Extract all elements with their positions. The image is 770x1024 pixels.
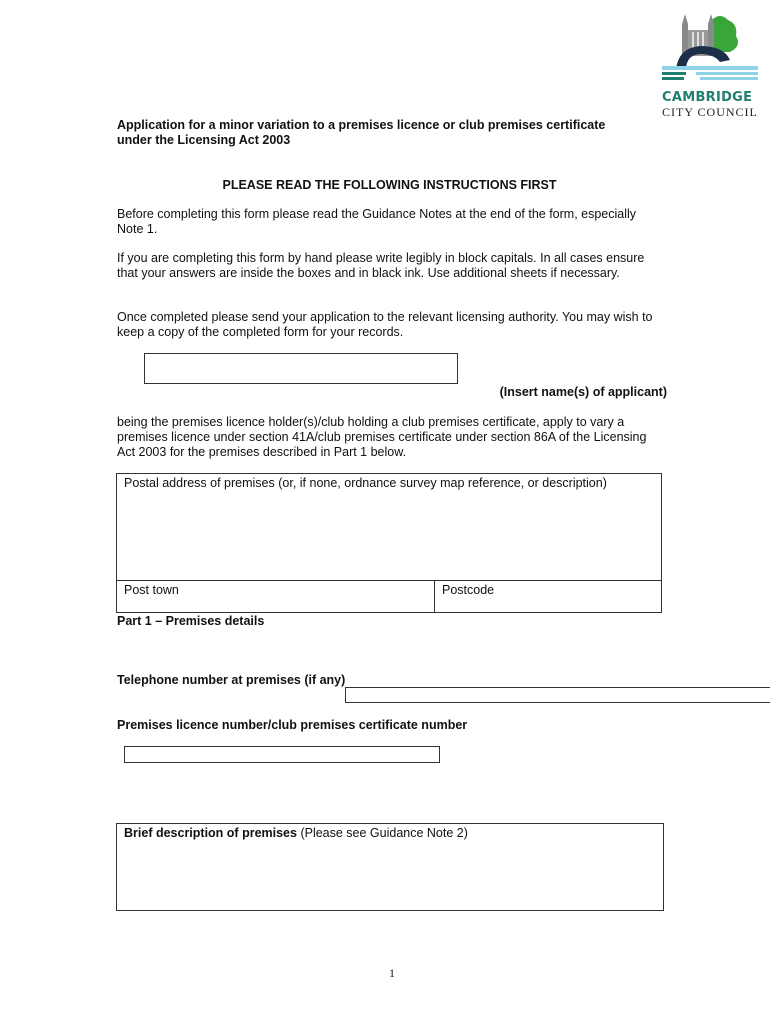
form-title-line2: under the Licensing Act 2003 xyxy=(117,133,291,147)
declaration-paragraph: being the premises licence holder(s)/club holding a club premises certificate, apply to vary a premises licence under section 41A/club premises certificate under section 86A of the Licensing Act 2003 for the premises described in Part 1 below. xyxy=(117,415,647,459)
postcode-label: Postcode xyxy=(442,583,495,597)
logo-wordmark-city-council: CITY COUNCIL xyxy=(662,105,758,119)
licence-number-input[interactable] xyxy=(124,746,440,763)
telephone-label: Telephone number at premises (if any) xyxy=(117,673,346,687)
premises-description-label-bold: Brief description of premises xyxy=(124,826,297,840)
instruction-paragraph-3: Once completed please send your application to the relevant licensing authority. You may wish to keep a copy of the completed form for your records. xyxy=(117,310,653,339)
page-number: 1 xyxy=(389,966,395,980)
form-title xyxy=(117,118,677,148)
instruction-paragraph-2: If you are completing this form by hand please write legibly in block capitals. In all cases ensure that your answers are inside the boxes and in black ink. Use additional sheets if necessary. xyxy=(117,251,645,280)
post-town-label: Post town xyxy=(124,583,179,597)
premises-description-label-note: (Please see Guidance Note 2) xyxy=(296,826,468,840)
postcode-input[interactable] xyxy=(434,580,662,613)
postal-address-box[interactable] xyxy=(116,473,662,581)
council-logo xyxy=(660,6,760,118)
premises-description-box[interactable] xyxy=(116,823,664,911)
form-title-line1: Application for a minor variation to a premises licence or club premises certificate xyxy=(117,118,606,132)
telephone-input[interactable] xyxy=(345,687,770,703)
licence-number-label: Premises licence number/club premises certificate number xyxy=(117,718,468,732)
applicant-name-label: (Insert name(s) of applicant) xyxy=(499,385,667,399)
instruction-paragraph-1: Before completing this form please read the Guidance Notes at the end of the form, especially Note 1. xyxy=(117,207,637,236)
logo-wordmark-cambridge: CAMBRIDGE xyxy=(662,90,753,105)
cambridge-chapel-logo-icon xyxy=(660,6,760,90)
instructions-heading: PLEASE READ THE FOLLOWING INSTRUCTIONS FIRST xyxy=(222,178,557,192)
premises-description-label xyxy=(124,826,468,840)
post-town-input[interactable] xyxy=(116,580,435,613)
part1-heading: Part 1 – Premises details xyxy=(117,614,265,628)
applicant-name-input[interactable] xyxy=(144,353,458,384)
postal-address-label: Postal address of premises (or, if none, ordnance survey map reference, or description) xyxy=(124,476,607,490)
